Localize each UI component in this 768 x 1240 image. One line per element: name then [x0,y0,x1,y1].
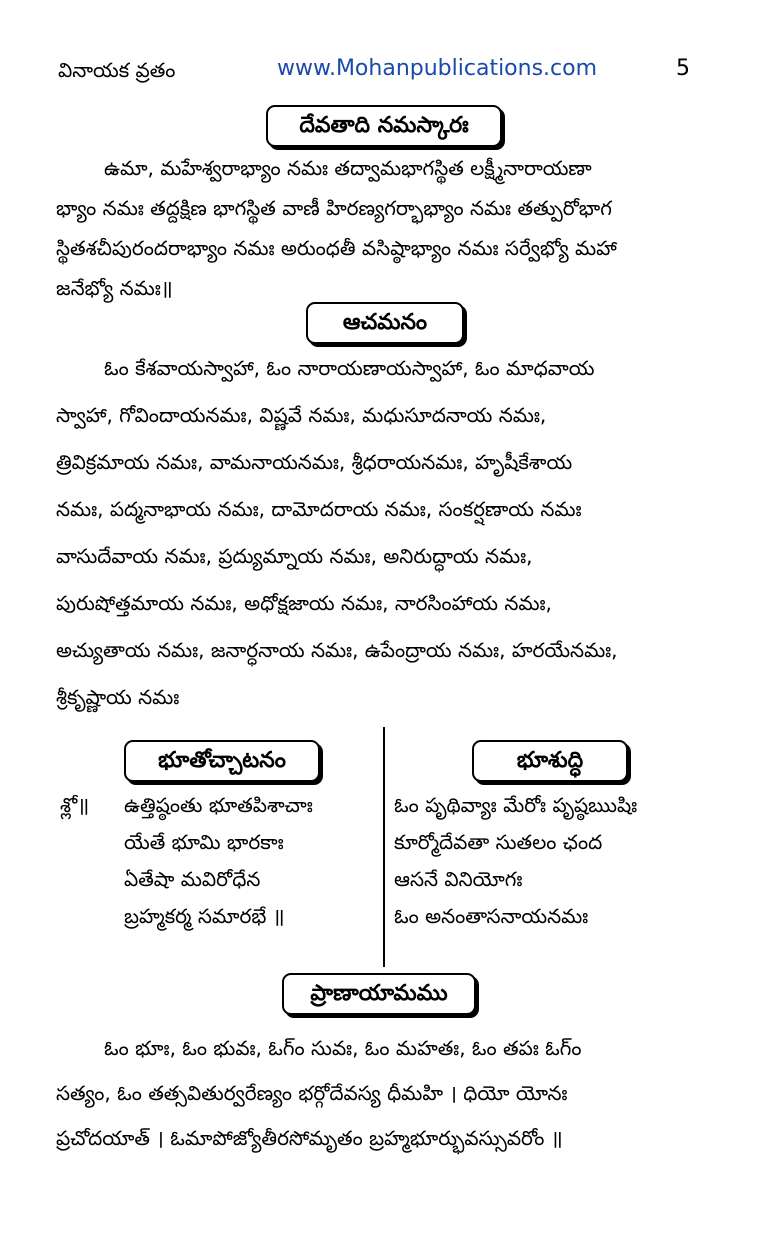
text-line: ఓం భూః, ఓం భువః, ఓగ్ం సువః, ఓం మహతః, ఓం తపః ఓగ్ం [104,1036,582,1060]
text-line: వాసుదేవాయ నమః, ప్రద్యుమ్నాయ నమః, అనిరుద్ధాయ నమః, [56,544,533,568]
text-line: అచ్యుతాయ నమః, జనార్ధనాయ నమః, ఉపేంద్రాయ నమః, హరయేనమః, [56,638,618,662]
text-line: స్వాహా, గోవిందాయనమః, విష్ణవే నమః, మధుసూదనాయ నమః, [56,403,547,427]
publisher-url[interactable]: www.Mohanpublications.com [277,56,598,81]
paragraph-pranayamamu [56,1026,708,1161]
verse-line: యేతే భూమి భారకాః [124,830,284,854]
text-line: నమః, పద్మనాభాయ నమః, దామోదరాయ నమః, సంకర్షణాయ నమః [56,497,582,521]
verse-line: ఓం అనంతాసనాయనమః [394,904,589,928]
verse-line: కూర్మోదేవతా సుతలం ఛంద [394,830,603,854]
text-line: ప్రచోదయాత్ । ఓమాపోజ్యోతీరసోమృతం బ్రహ్మభూర్భువస్సువరోం ॥ [56,1126,563,1150]
text-line: ఓం కేశవాయస్వాహా, ఓం నారాయణాయస్వాహా, ఓం మాధవాయ [104,356,595,380]
right-column-verse [394,787,714,935]
text-line: స్థితశచీపురందరాభ్యాం నమః అరుంధతీ వసిష్ఠాభ్యాం నమః సర్వేభ్యో మహా [56,236,617,260]
verse-line: బ్రహ్మకర్మ సమారభే ॥ [124,904,285,928]
column-divider [383,727,385,967]
text-line: పురుషోత్తమాయ నమః, అధోక్షజాయ నమః, నారసింహాయ నమః, [56,591,552,615]
paragraph-achamanam [56,345,708,721]
page-number: 5 [676,56,690,81]
text-line: శ్రీకృష్ణాయ నమః [56,685,180,709]
heading-bhutochchatanam: భూతోచ్చాటనం [124,740,320,782]
shloka-mark: శ్లో॥ [60,793,90,817]
text-line: సత్యం, ఓం తత్సవితుర్వరేణ్యం భర్గోదేవస్య ధీమహి । ధియో యోనః [56,1081,568,1105]
text-line: భ్యాం నమః తద్దక్షిణ భాగస్థిత వాణీ హిరణ్యగర్భాభ్యాం నమః తత్పురోభాగ [56,196,612,220]
text-line: త్రివిక్రమాయ నమః, వామనాయనమః, శ్రీధరాయనమః, హృషీకేశాయ [56,450,573,474]
book-title: వినాయక వ్రతం [58,58,176,82]
paragraph-devatadi-namaskarah [56,148,708,308]
verse-line: ఓం పృథివ్యాః మేరోః పృష్ఠఋషిః [394,793,638,817]
left-column-verse [124,787,379,935]
verse-line: ఆసనే వినియోగః [394,867,523,891]
verse-line: ఉత్తిష్ఠంతు భూతపిశాచాః [124,793,313,817]
heading-bhushuddhi: భూశుద్ధి [472,740,628,782]
heading-devatadi-namaskarah: దేవతాది నమస్కారః [266,105,502,147]
text-line: జనేభ్యో నమః॥ [56,276,173,300]
heading-achamanam: ఆచమనం [306,302,464,344]
heading-pranayamamu: ప్రాణాయామము [282,973,476,1015]
text-line: ఉమా, మహేశ్వరాభ్యాం నమః తద్వామభాగస్థిత లక్ష్మీనారాయణా [104,156,592,180]
verse-line: ఏతేషా మవిరోధేన [124,867,261,891]
